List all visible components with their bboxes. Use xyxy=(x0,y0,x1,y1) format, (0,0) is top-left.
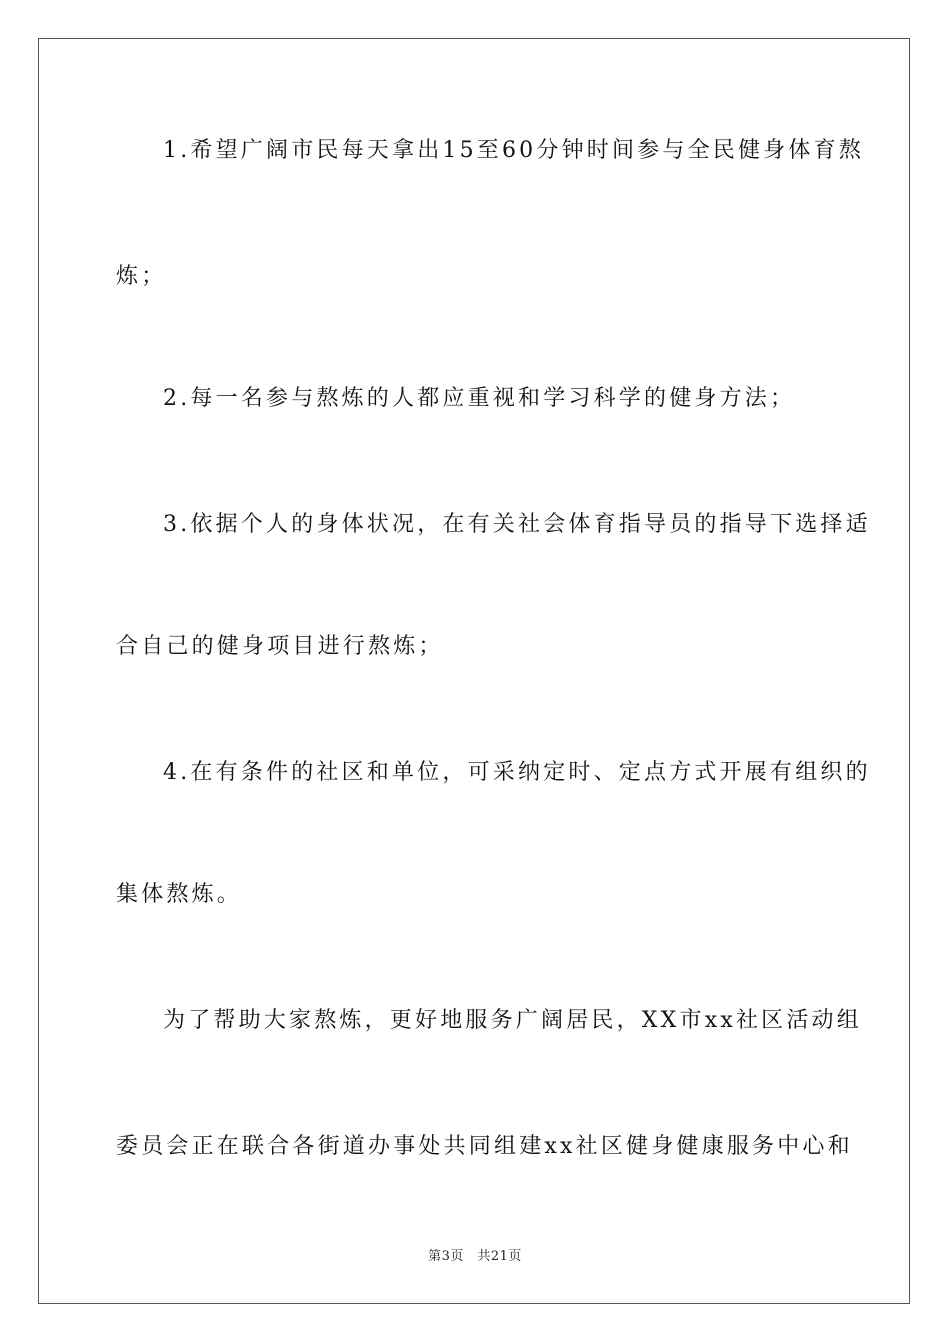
page-frame xyxy=(38,38,910,1304)
paragraph-3-line-2: 合自己的健身项目进行熬炼； xyxy=(116,634,444,659)
paragraph-5-line-1: 为了帮助大家熬炼，更好地服务广阔居民，XX市xx社区活动组 xyxy=(163,1008,862,1033)
paragraph-4-line-1: 4.在有条件的社区和单位，可采纳定时、定点方式开展有组织的 xyxy=(163,760,871,785)
paragraph-4-line-2: 集体熬炼。 xyxy=(116,882,243,907)
paragraph-1-line-1: 1.希望广阔市民每天拿出15至60分钟时间参与全民健身体育熬 xyxy=(163,138,864,163)
paragraph-5-line-2: 委员会正在联合各街道办事处共同组建xx社区健身健康服务中心和 xyxy=(116,1134,853,1159)
paragraph-3-line-1: 3.依据个人的身体状况，在有关社会体育指导员的指导下选择适 xyxy=(163,512,871,537)
paragraph-2-line-1: 2.每一名参与熬炼的人都应重视和学习科学的健身方法； xyxy=(163,386,796,411)
page-footer: 第3页 共21页 xyxy=(428,1249,522,1264)
paragraph-1-line-2: 炼； xyxy=(116,264,167,289)
